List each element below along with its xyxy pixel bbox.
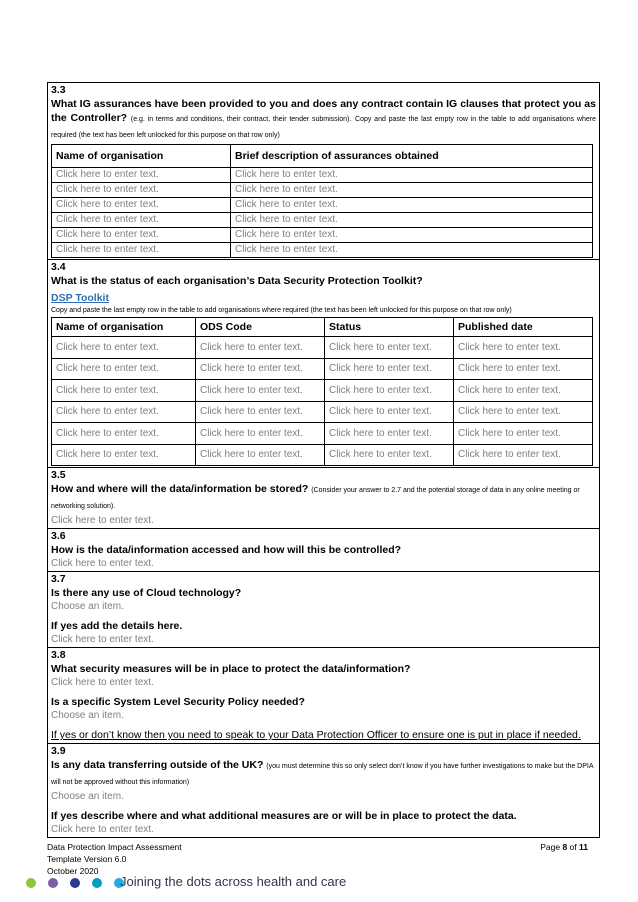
question-text: What IG assurances have been provided to you and does any contract contain IG clauses that protect you as the Controller? <box>51 98 596 124</box>
toolkit-table <box>51 317 593 466</box>
followup-text: If yes describe where and what additional measures are or will be in place to protect the data. <box>51 810 517 822</box>
page-current: 8 <box>562 842 568 852</box>
text-field[interactable]: Click here to enter text. <box>231 228 593 243</box>
question <box>51 758 596 790</box>
section-3-5 <box>48 468 599 529</box>
section-number: 3.4 <box>51 261 66 273</box>
section-3-8 <box>48 648 599 744</box>
section-3-3 <box>48 83 599 260</box>
text-field[interactable]: Click here to enter text. <box>325 358 454 380</box>
section-number: 3.5 <box>51 469 66 481</box>
text-field[interactable]: Click here to enter text. <box>454 401 593 423</box>
column-header: Published date <box>454 318 593 337</box>
table-row <box>52 198 593 213</box>
brand-tagline: Joining the dots across health and care <box>120 874 347 889</box>
section-number: 3.8 <box>51 649 66 661</box>
text-field[interactable]: Click here to enter text. <box>454 380 593 402</box>
section-3-6 <box>48 529 599 572</box>
text-field[interactable]: Click here to enter text. <box>196 423 325 445</box>
page-total: 11 <box>579 842 588 852</box>
question-text: How and where will the data/information be stored? <box>51 483 309 495</box>
text-field[interactable]: Click here to enter text. <box>52 243 231 258</box>
table-row <box>52 423 593 445</box>
text-field[interactable]: Click here to enter text. <box>52 198 231 213</box>
table-header-row <box>52 318 593 337</box>
dot-icon <box>48 878 58 888</box>
table-row <box>52 183 593 198</box>
column-header: Name of organisation <box>52 318 196 337</box>
question-text: What is the status of each organisation’s Data Security Protection Toolkit? <box>51 275 423 287</box>
section-number: 3.6 <box>51 530 66 542</box>
text-field[interactable]: Click here to enter text. <box>231 168 593 183</box>
question-note: (you must determine this so only select don’t know if you have further investigations to make but the DPIA will not be approved without this information) <box>51 763 594 786</box>
text-field[interactable]: Click here to enter text. <box>231 198 593 213</box>
text-field[interactable]: Click here to enter text. <box>52 358 196 380</box>
table-row <box>52 444 593 466</box>
text-field[interactable]: Click here to enter text. <box>454 423 593 445</box>
text-field[interactable]: Click here to enter text. <box>51 558 154 569</box>
page-prefix: Page <box>540 842 563 852</box>
footer-version: Template Version 6.0 <box>47 854 127 864</box>
text-field[interactable]: Click here to enter text. <box>325 380 454 402</box>
text-field[interactable]: Click here to enter text. <box>196 380 325 402</box>
text-field[interactable]: Click here to enter text. <box>51 634 154 645</box>
section-number: 3.9 <box>51 745 66 757</box>
column-header: ODS Code <box>196 318 325 337</box>
text-field[interactable]: Click here to enter text. <box>52 423 196 445</box>
question-note: (e.g. in terms and conditions, their contract, their tender submission). <box>130 116 352 123</box>
text-field[interactable]: Click here to enter text. <box>52 228 231 243</box>
text-field[interactable]: Click here to enter text. <box>325 444 454 466</box>
dot-icon <box>26 878 36 888</box>
assurances-table <box>51 144 593 258</box>
page-number <box>540 841 588 853</box>
text-field[interactable]: Click here to enter text. <box>454 337 593 359</box>
section-3-9 <box>48 744 599 838</box>
table-row <box>52 243 593 258</box>
question <box>51 482 596 514</box>
table-row <box>52 380 593 402</box>
section-3-7 <box>48 572 599 648</box>
dpo-warning: If yes or don’t know then you need to speak to your Data Protection Officer to ensure one is put in place if needed. <box>51 729 581 741</box>
text-field[interactable]: Click here to enter text. <box>196 337 325 359</box>
text-field[interactable]: Click here to enter text. <box>52 444 196 466</box>
text-field[interactable]: Click here to enter text. <box>325 423 454 445</box>
text-field[interactable]: Click here to enter text. <box>196 358 325 380</box>
text-field[interactable]: Click here to enter text. <box>52 183 231 198</box>
column-header: Status <box>325 318 454 337</box>
policy-question: Is a specific System Level Security Policy needed? <box>51 696 305 708</box>
footer-date: October 2020 <box>47 866 99 876</box>
dpia-form <box>47 82 600 838</box>
question-text: What security measures will be in place to protect the data/information? <box>51 663 411 675</box>
question-text: Is any data transferring outside of the UK? <box>51 759 264 771</box>
section-3-4 <box>48 260 599 468</box>
column-header: Brief description of assurances obtained <box>231 145 593 168</box>
table-row <box>52 358 593 380</box>
text-field[interactable]: Click here to enter text. <box>325 401 454 423</box>
text-field[interactable]: Click here to enter text. <box>52 168 231 183</box>
followup-text: If yes add the details here. <box>51 620 183 632</box>
text-field[interactable]: Click here to enter text. <box>51 824 154 835</box>
column-header: Name of organisation <box>52 145 231 168</box>
text-field[interactable]: Click here to enter text. <box>231 243 593 258</box>
text-field[interactable]: Click here to enter text. <box>196 444 325 466</box>
text-field[interactable]: Click here to enter text. <box>231 183 593 198</box>
page-footer <box>47 841 598 877</box>
table-header-row <box>52 145 593 168</box>
question-text: Is there any use of Cloud technology? <box>51 587 242 599</box>
text-field[interactable]: Click here to enter text. <box>52 380 196 402</box>
question <box>51 97 596 143</box>
text-field[interactable]: Click here to enter text. <box>231 213 593 228</box>
transfer-dropdown[interactable]: Choose an item. <box>51 791 124 802</box>
dsp-toolkit-link[interactable]: DSP Toolkit <box>51 292 109 304</box>
text-field[interactable]: Click here to enter text. <box>52 213 231 228</box>
table-row <box>52 401 593 423</box>
text-field[interactable]: Click here to enter text. <box>325 337 454 359</box>
question-note-copy: Copy and paste the last empty row in the table to add organisations where required (the text has been left unlocked for this purpose on that row only) <box>51 116 596 139</box>
text-field[interactable]: Click here to enter text. <box>52 337 196 359</box>
dot-icon <box>92 878 102 888</box>
text-field[interactable]: Click here to enter text. <box>196 401 325 423</box>
dot-icon <box>70 878 80 888</box>
text-field[interactable]: Click here to enter text. <box>454 444 593 466</box>
section-number: 3.7 <box>51 573 66 585</box>
text-field[interactable]: Click here to enter text. <box>52 401 196 423</box>
question-text: How is the data/information accessed and how will this be controlled? <box>51 544 402 556</box>
page-of: of <box>567 842 579 852</box>
table-row <box>52 337 593 359</box>
footer-title: Data Protection Impact Assessment <box>47 842 182 852</box>
question-note: Copy and paste the last empty row in the table to add organisations where required (the text has been left unlocked for this purpose on that row only) <box>51 307 512 314</box>
text-field[interactable]: Click here to enter text. <box>51 515 154 526</box>
table-row <box>52 228 593 243</box>
section-number: 3.3 <box>51 84 66 96</box>
table-row <box>52 168 593 183</box>
policy-dropdown[interactable]: Choose an item. <box>51 710 124 721</box>
text-field[interactable]: Click here to enter text. <box>454 358 593 380</box>
table-row <box>52 213 593 228</box>
cloud-dropdown[interactable]: Choose an item. <box>51 601 124 612</box>
text-field[interactable]: Click here to enter text. <box>51 677 154 688</box>
question-note: (Consider your answer to 2.7 and the potential storage of data in any online meeting or networking solution). <box>51 487 580 510</box>
